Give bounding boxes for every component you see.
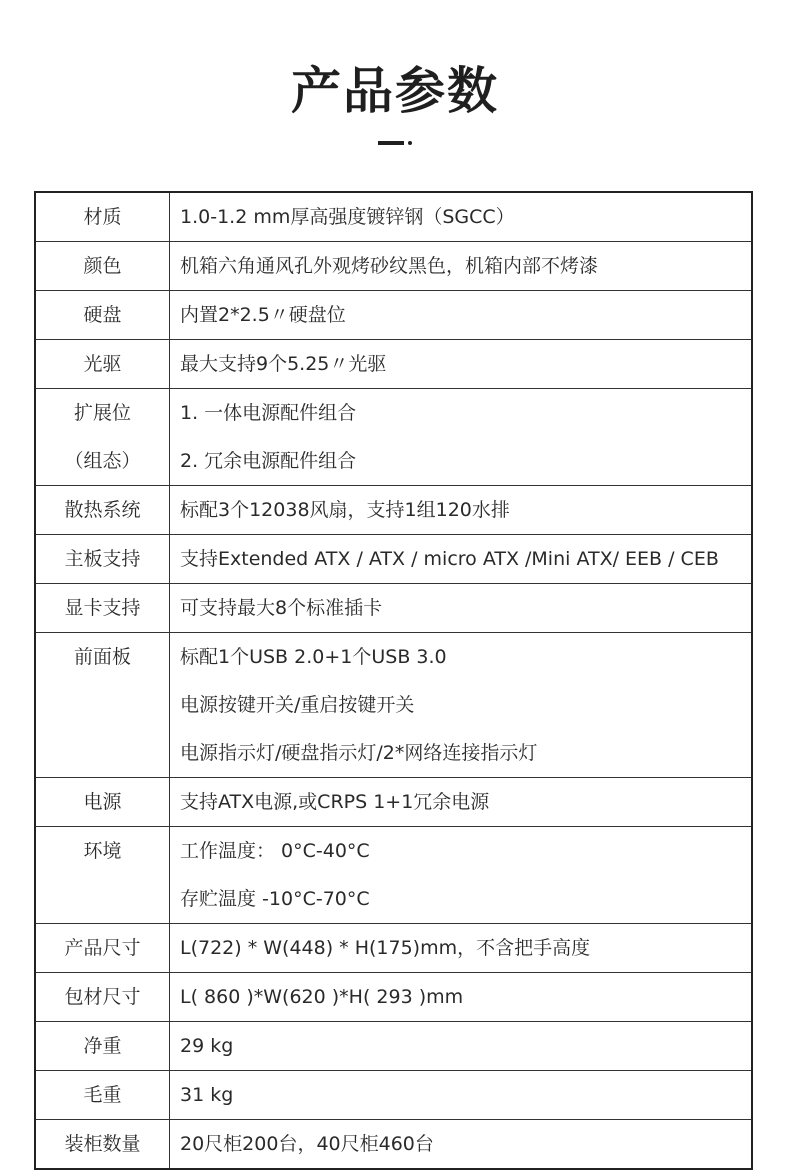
spec-label: 电源 [83,791,122,813]
spec-value: 内置2*2.5〃硬盘位 [180,304,346,326]
spec-value: L( 860 )*W(620 )*H( 293 )mm [180,986,464,1008]
spec-value: 电源按键开关/重启按键开关 [180,694,415,716]
spec-value-cell [170,973,753,1022]
spec-row [35,486,752,535]
spec-label-cell [35,192,170,242]
spec-row [35,535,752,584]
spec-label-cell [35,486,170,535]
spec-value-cell [170,389,753,486]
spec-value: 最大支持9个5.25〃光驱 [180,353,387,375]
spec-table-body [35,192,752,1169]
spec-value-cell [170,340,753,389]
spec-value: 2. 冗余电源配件组合 [180,450,357,472]
spec-label: 扩展位 [73,402,131,424]
spec-label-cell [35,924,170,973]
spec-label-cell [35,291,170,340]
spec-label: 装柜数量 [64,1133,141,1155]
spec-value: 1.0-1.2 mm厚高强度镀锌钢（SGCC） [180,206,515,228]
spec-value: 支持Extended ATX / ATX / micro ATX /Mini ATX/ EEB / CEB [180,548,719,570]
spec-value-cell [170,192,753,242]
spec-value-cell [170,778,753,827]
spec-label: （组态） [64,450,141,472]
spec-label-cell [35,389,170,486]
title-underline [378,141,404,145]
spec-value: 支持ATX电源,或CRPS 1+1冗余电源 [180,791,490,813]
spec-value: 20尺柜200台，40尺柜460台 [180,1133,434,1155]
spec-label: 环境 [83,840,122,862]
spec-label-cell [35,633,170,778]
spec-label: 主板支持 [64,548,141,570]
spec-value-cell [170,242,753,291]
spec-table [34,191,753,1170]
spec-label: 颜色 [83,255,122,277]
spec-value: 标配1个USB 2.0+1个USB 3.0 [180,646,447,668]
spec-value: 31 kg [180,1084,234,1106]
spec-value: 电源指示灯/硬盘指示灯/2*网络连接指示灯 [180,742,538,764]
spec-value-cell [170,1071,753,1120]
spec-value: 29 kg [180,1035,234,1057]
spec-row [35,340,752,389]
spec-label-cell [35,1120,170,1170]
spec-row [35,192,752,242]
spec-label: 包材尺寸 [64,986,141,1008]
spec-value-cell [170,1120,753,1170]
spec-row [35,1120,752,1170]
spec-label: 光驱 [83,353,122,375]
spec-label-cell [35,973,170,1022]
spec-value: 机箱六角通风孔外观烤砂纹黑色，机箱内部不烤漆 [180,255,599,277]
spec-row [35,827,752,924]
spec-label: 材质 [83,206,122,228]
spec-row [35,584,752,633]
spec-label: 散热系统 [64,499,141,521]
spec-row [35,1071,752,1120]
spec-value-cell [170,924,753,973]
spec-value-cell [170,535,753,584]
spec-label: 显卡支持 [64,597,141,619]
spec-value-cell [170,291,753,340]
spec-value: 存贮温度 -10°C-70°C [180,888,370,910]
spec-label-cell [35,340,170,389]
spec-value: 标配3个12038风扇，支持1组120水排 [180,499,510,521]
spec-value-cell [170,827,753,924]
spec-value: 可支持最大8个标准插卡 [180,597,383,619]
spec-label: 硬盘 [83,304,122,326]
spec-label-cell [35,778,170,827]
spec-row [35,242,752,291]
spec-value: 工作温度： 0°C-40°C [180,840,370,862]
spec-label: 毛重 [83,1084,122,1106]
page-title: 产品参数 [291,62,499,120]
spec-label-cell [35,1071,170,1120]
spec-row [35,973,752,1022]
spec-label: 产品尺寸 [64,937,141,959]
spec-label: 前面板 [73,646,131,668]
spec-row [35,633,752,778]
spec-value-cell [170,486,753,535]
spec-row [35,291,752,340]
spec-value-cell [170,1022,753,1071]
spec-label-cell [35,535,170,584]
spec-value-cell [170,584,753,633]
spec-label: 净重 [83,1035,122,1057]
spec-label-cell [35,1022,170,1071]
spec-row [35,1022,752,1071]
spec-row [35,389,752,486]
spec-value: 1. 一体电源配件组合 [180,402,357,424]
spec-label-cell [35,242,170,291]
spec-row [35,924,752,973]
spec-value: L(722) * W(448) * H(175)mm，不含把手高度 [180,937,591,959]
spec-label-cell [35,584,170,633]
title-dot [408,141,412,145]
spec-row [35,778,752,827]
spec-value-cell [170,633,753,778]
spec-label-cell [35,827,170,924]
